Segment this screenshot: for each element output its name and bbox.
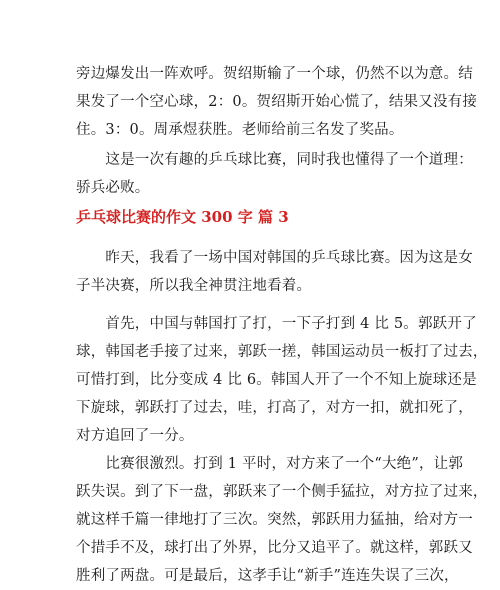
paragraph-3 (76, 244, 473, 300)
paragraph-5 (76, 450, 488, 590)
text-line: 骄兵必败。 (76, 180, 150, 196)
text-line: 住。3：0。周承煜获胜。老师给前三名发了奖品。 (76, 122, 404, 138)
section-heading: 乒乓球比赛的作文 300 字 篇 3 (76, 208, 289, 226)
text-line: 昨天，我看了一场中国对韩国的乒乓球比赛。因为这是女 (76, 250, 473, 266)
text-line: 旁边爆发出一阵欢呼。贺绍斯输了一个球，仍然不以为意。结 (76, 66, 473, 82)
text-line: 对方追回了一分。 (76, 428, 194, 444)
paragraph-4 (76, 310, 488, 450)
text-line: 就这样千篇一律地打了三次。突然，郭跃用力猛抽，给对方一 (76, 512, 473, 528)
text-line: 子半决赛，所以我全神贯注地看着。 (76, 278, 312, 294)
paragraph-2 (76, 146, 473, 202)
text-line: 球，韩国老手接了过来，郭跃一搓，韩国运动员一板打了过去， (76, 344, 488, 360)
paragraph-1 (76, 60, 478, 144)
text-line: 个措手不及，球打出了外界，比分又追平了。就这样，郭跃又 (76, 540, 473, 556)
text-line: 果发了一个空心球，2：0。贺绍斯开始心慌了，结果又没有接 (76, 94, 478, 110)
text-line: 比赛很激烈。打到 1 平时，对方来了一个“大绝”，让郭 (76, 456, 464, 472)
text-line: 可惜打到，比分变成 4 比 6。韩国人开了一个不知上旋球还是 (76, 372, 477, 388)
text-line: 这是一次有趣的乒乓球比赛，同时我也懂得了一个道理： (76, 152, 473, 168)
text-line: 下旋球，郭跃打了过去，哇，打高了，对方一扣，就扣死了， (76, 400, 473, 416)
text-line: 胜利了两盘。可是最后，这孝手让“新手”连连失误了三次， (76, 568, 459, 584)
text-line: 跃失误。到了下一盘，郭跃来了一个侧手猛拉，对方拉了过来， (76, 484, 488, 500)
text-line: 首先，中国与韩国打了打，一下子打到 4 比 5。郭跃开了 (76, 316, 477, 332)
